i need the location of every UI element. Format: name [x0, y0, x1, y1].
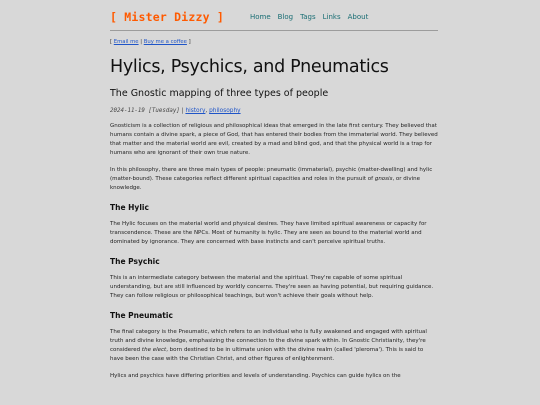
gnosis-term: gnosis — [374, 176, 393, 182]
nav-blog[interactable]: Blog — [277, 13, 294, 21]
pneumatic-text-a: The final category is the Pneumatic, which refers to an individual who is fully awakened and engaged with spiritual truth and divine knowledge, emphasizing the connection to the divine spark within. In Gnostic Christianity, they're considered — [110, 329, 427, 353]
site-logo[interactable]: [ Mister Dizzy ] — [110, 10, 224, 24]
hylic-paragraph: The Hylic focuses on the material world and physical desires. They have limited spiritual awareness or capacity for transcendence. These are the NPCs. Most of humanity is hylic. They are seen as bound to the material world and dominated by ignorance. They are concerned with base instincts and can't perceive spiritual truths. — [110, 221, 427, 245]
site-header — [110, 0, 438, 31]
post-title: Hylics, Psychics, and Pneumatics — [110, 57, 389, 77]
types-text-a: In this philosophy, there are three main types of people: pneumatic (immaterial), psychic (matter-dwelling) and hylic (matter-bound). These categories reflect different spiritual capacities and roles in the pursuit of — [110, 167, 433, 182]
nav-tags[interactable]: Tags — [300, 13, 316, 21]
nav-about[interactable]: About — [347, 13, 369, 21]
intro-paragraph: Gnosticism is a collection of religious and philosophical ideas that emerged in the late first century. They believed that humans contain a divine spark, a piece of God, that has entered their bodies from the immaterial world. They believed that matter and the material world are evil, created by a mad and blind god, and that the physical world is a trap for humans who are ignorant of their own true nature. — [110, 123, 438, 156]
hylic-heading: The Hylic — [110, 203, 149, 212]
pneumatic-text-b: , born destined to be in ultimate union with the divine realm (called 'pleroma'). This is said to have been the case with the Christian Christ, and other figures of enlightenment. — [110, 347, 424, 362]
support-links — [110, 39, 438, 45]
elect-term: the elect — [141, 347, 167, 353]
post-meta: 2024-11-19 [Tuesday] | history, philosophy — [110, 108, 241, 114]
pneumatic-paragraph — [110, 328, 438, 364]
email-me-link[interactable]: Email me — [113, 39, 139, 45]
support-separator: | — [138, 39, 144, 45]
support-close: ] — [186, 39, 191, 45]
support-open: [ — [110, 39, 114, 45]
buy-coffee-link[interactable]: Buy me a coffee — [143, 39, 187, 45]
nav-links[interactable]: Links — [322, 13, 341, 21]
tag-separator: | — [179, 108, 186, 114]
psychic-heading: The Psychic — [110, 257, 160, 266]
post-subtitle: The Gnostic mapping of three types of people — [110, 88, 329, 99]
main-nav — [250, 13, 368, 21]
nav-home[interactable]: Home — [249, 13, 271, 21]
types-text-b: , or divine knowledge. — [110, 176, 420, 191]
pneumatic-heading: The Pneumatic — [110, 311, 173, 320]
tag-history[interactable]: history — [185, 108, 206, 114]
tag-philosophy[interactable]: philosophy — [209, 108, 241, 114]
page-content — [110, 0, 438, 381]
closing-paragraph: Hylics and psychics have differing priorities and levels of understanding. Psychics can guide hylics on the — [110, 373, 401, 379]
types-paragraph — [110, 166, 438, 193]
post-date: 2024-11-19 [Tuesday] — [110, 108, 180, 114]
psychic-paragraph: This is an intermediate category between the material and the spiritual. They're capable of some spiritual understanding, but are still influenced by worldly concerns. They're seen as having potential, but requiring guidance. They can follow religious or philosophical teachings, but won't achieve their goals without help. — [110, 275, 434, 299]
